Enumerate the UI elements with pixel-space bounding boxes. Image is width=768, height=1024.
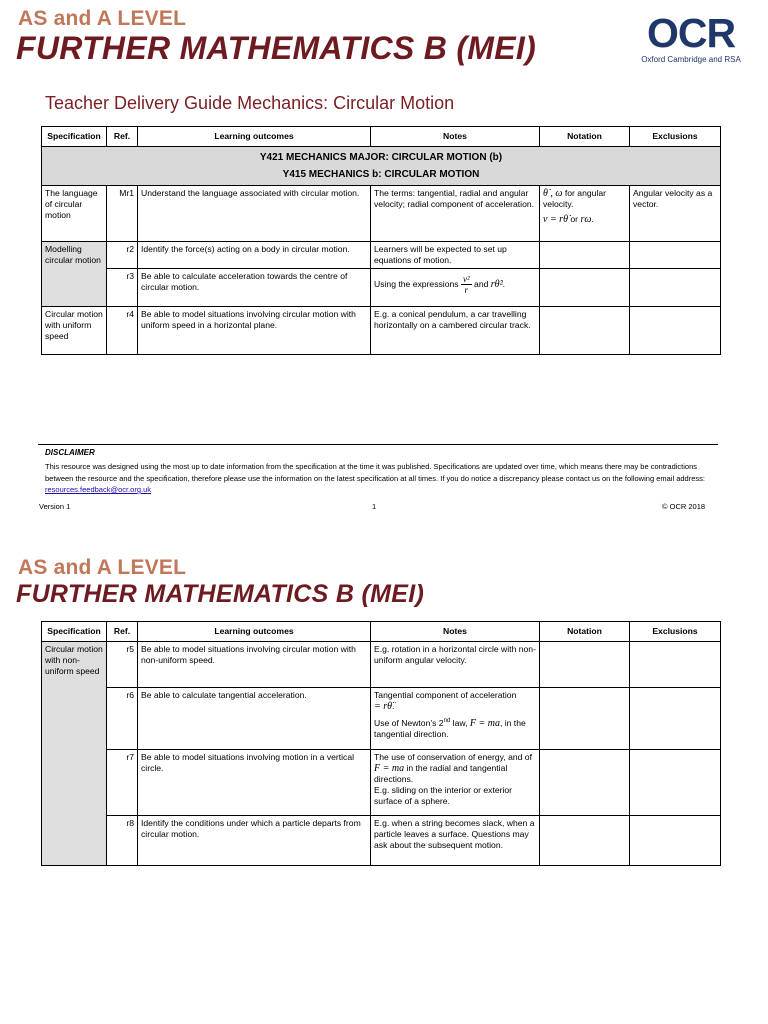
exclusions-cell xyxy=(630,642,721,688)
col-header-notes: Notes xyxy=(371,127,540,147)
section-row xyxy=(42,147,721,186)
col-header-ref: Ref. xyxy=(107,127,138,147)
fraction-numerator: v² xyxy=(462,274,470,284)
ref-cell: Mr1 xyxy=(107,186,138,242)
notes-cell xyxy=(371,269,540,307)
f-equals-ma: F = ma xyxy=(374,763,405,774)
outcome-cell: Identify the conditions under which a particle departs from circular motion. xyxy=(138,816,371,866)
newton-superscript: nd xyxy=(443,718,451,724)
newton-end: , in the tangential direction. xyxy=(374,717,526,739)
table-row xyxy=(42,269,721,307)
notes-line: E.g. sliding on the interior or exterior surface of a sphere. xyxy=(374,785,513,806)
footer-page-number: 1 xyxy=(372,502,377,511)
spec-cell: Modelling circular motion xyxy=(42,242,107,307)
disclaimer-text xyxy=(45,461,713,496)
table-header-row xyxy=(42,127,721,147)
section-title-major: Y421 MECHANICS MAJOR: CIRCULAR MOTION (b) xyxy=(259,152,503,163)
spec-table-2 xyxy=(41,621,721,866)
table-row xyxy=(42,750,721,816)
notes-line: The use of conservation of energy, and of xyxy=(374,752,532,762)
exclusions-cell xyxy=(630,307,721,355)
notes-end: . xyxy=(392,701,395,711)
notation-cell xyxy=(540,750,630,816)
exclusions-cell xyxy=(630,242,721,269)
col-header-ref: Ref. xyxy=(107,622,138,642)
newton-mid: law, xyxy=(452,717,468,728)
ocr-logo xyxy=(632,10,750,64)
fraction-denominator: r xyxy=(464,285,469,295)
page-title: Teacher Delivery Guide Mechanics: Circular Motion xyxy=(45,93,455,113)
footer-copyright: © OCR 2018 xyxy=(662,502,706,511)
velocity-formula: v = rθ̇ xyxy=(543,214,568,225)
col-header-notation: Notation xyxy=(540,127,630,147)
outcome-cell: Be able to calculate tangential acceleration. xyxy=(138,688,371,750)
notation-cell xyxy=(540,242,630,269)
table-row xyxy=(42,642,721,688)
outcome-cell: Be able to model situations involving motion in a vertical circle. xyxy=(138,750,371,816)
notation-text: for angular velocity. xyxy=(543,188,606,209)
outcome-cell: Be able to model situations involving circular motion with uniform speed in a horizontal plane. xyxy=(138,307,371,355)
table-row xyxy=(42,186,721,242)
ref-cell: r6 xyxy=(107,688,138,750)
notation-cell xyxy=(540,816,630,866)
spec-cell: Circular motion with uniform speed xyxy=(42,307,107,355)
col-header-notes: Notes xyxy=(371,622,540,642)
spec-table-1 xyxy=(41,126,721,355)
spec-cell: The language of circular motion xyxy=(42,186,107,242)
notes-prefix: Using the expressions xyxy=(374,278,459,289)
table-header-row xyxy=(42,622,721,642)
ocr-logo-subtext: Oxford Cambridge and RSA xyxy=(641,55,741,64)
disclaimer-body: This resource was designed using the most up to date information from the specification at the time it was published. Specifications are updated over time, which means there may be contradictions between the resource and the specification, therefore please use the information on the latest specification at all times. If you do notice a discrepancy please contact us on the following email address: xyxy=(45,462,705,483)
r-theta-double-dot: = rθ̈ xyxy=(374,701,393,712)
notes-cell xyxy=(371,688,540,750)
section-title-mechanics-b: Y415 MECHANICS b: CIRCULAR MOTION xyxy=(282,169,480,180)
notes-line: in the radial and tangential directions. xyxy=(374,763,508,784)
notation-cell xyxy=(540,307,630,355)
exclusions-cell xyxy=(630,750,721,816)
disclaimer-title: DISCLAIMER xyxy=(45,448,95,457)
notation-cell xyxy=(540,269,630,307)
f-equals-ma: F = ma xyxy=(469,717,500,729)
notes-cell: E.g. rotation in a horizontal circle with non-uniform angular velocity. xyxy=(371,642,540,688)
notes-line: Tangential component of acceleration xyxy=(374,690,517,700)
header-level-text: AS and A LEVEL xyxy=(18,7,187,30)
notation-cell xyxy=(540,186,630,242)
ref-cell: r4 xyxy=(107,307,138,355)
outcome-cell: Be able to model situations involving circular motion with non-uniform speed. xyxy=(138,642,371,688)
exclusions-cell: Angular velocity as a vector. xyxy=(630,186,721,242)
newton-prefix: Use of Newton’s 2 xyxy=(374,717,444,728)
notation-cell xyxy=(540,688,630,750)
col-header-specification: Specification xyxy=(42,127,107,147)
ref-cell: r5 xyxy=(107,642,138,688)
table-row xyxy=(42,688,721,750)
disclaimer-divider xyxy=(38,444,718,445)
ref-cell: r8 xyxy=(107,816,138,866)
footer-version: Version 1 xyxy=(39,502,71,511)
notes-cell: E.g. a conical pendulum, a car travelling horizontally on a cambered circular track. xyxy=(371,307,540,355)
feedback-email-link[interactable]: resources.feedback@ocr.org.uk xyxy=(45,485,151,494)
notes-cell: Learners will be expected to set up equations of motion. xyxy=(371,242,540,269)
v-squared-over-r-fraction xyxy=(461,274,472,295)
col-header-learning-outcomes: Learning outcomes xyxy=(138,127,371,147)
ref-cell: r7 xyxy=(107,750,138,816)
notes-cell: The terms: tangential, radial and angular velocity; radial component of acceleration. xyxy=(371,186,540,242)
notes-cell xyxy=(371,750,540,816)
outcome-cell: Be able to calculate acceleration towards the centre of circular motion. xyxy=(138,269,371,307)
exclusions-cell xyxy=(630,688,721,750)
theta-dot-omega-symbol: θ̇ , ω xyxy=(543,188,563,199)
r-theta-dot-squared: rθ̇² xyxy=(490,278,503,290)
notes-cell: E.g. when a string becomes slack, when a particle leaves a surface. Questions may ask about the subsequent motion. xyxy=(371,816,540,866)
notes-end: . xyxy=(502,278,505,289)
ref-cell: r3 xyxy=(107,269,138,307)
ref-cell: r2 xyxy=(107,242,138,269)
notation-or: or xyxy=(570,214,579,224)
exclusions-cell xyxy=(630,816,721,866)
table-row xyxy=(42,816,721,866)
col-header-exclusions: Exclusions xyxy=(630,622,721,642)
ocr-logo-mark: OCR xyxy=(646,10,736,56)
header-subject-text-page-2: FURTHER MATHEMATICS B (MEI) xyxy=(16,580,425,608)
table-row xyxy=(42,307,721,355)
col-header-learning-outcomes: Learning outcomes xyxy=(138,622,371,642)
notation-cell xyxy=(540,642,630,688)
r-omega-formula: rω xyxy=(580,214,592,225)
section-title-cell xyxy=(42,147,721,186)
notation-end: . xyxy=(591,214,594,224)
exclusions-cell xyxy=(630,269,721,307)
col-header-exclusions: Exclusions xyxy=(630,127,721,147)
col-header-specification: Specification xyxy=(42,622,107,642)
outcome-cell: Understand the language associated with circular motion. xyxy=(138,186,371,242)
header-level-text-page-2: AS and A LEVEL xyxy=(18,556,187,579)
col-header-notation: Notation xyxy=(540,622,630,642)
spec-cell: Circular motion with non-uniform speed xyxy=(42,642,107,866)
table-row xyxy=(42,242,721,269)
header-subject-text: FURTHER MATHEMATICS B (MEI) xyxy=(16,30,537,66)
outcome-cell: Identify the force(s) acting on a body in circular motion. xyxy=(138,242,371,269)
notes-and: and xyxy=(474,278,489,289)
